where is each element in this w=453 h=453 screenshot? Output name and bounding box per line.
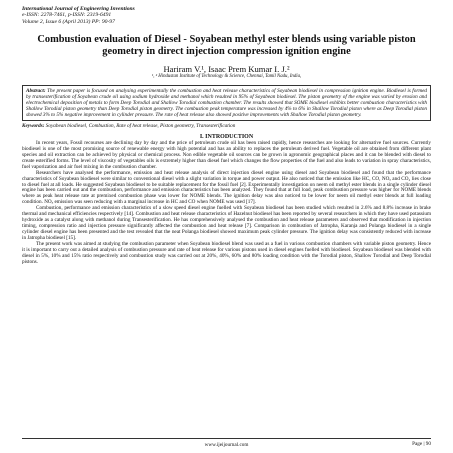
keywords-line (22, 123, 431, 129)
journal-header (22, 6, 431, 25)
abstract-box (22, 85, 431, 121)
paragraph: Combustion, performance and emission characteristics of a slow speed diesel engine fuelled with Soyabean biodiesel has been studied which resulted in 2.6% and 8.8% increase in brake thermal and mechanical efficiencies respectively [14]. Combustion and heat release characteristics of Hazelnut biodiesel has been reported by several researchers in which they have used potassium hydroxide as a catalyst along with methanol during Transesterification. He has comprehensively analysed the combustion and heat release parameters and observed that modification in injection timing, compression ratio and injection pressure significantly affected the combustion and heat release [7]. Comparison in combustion of Jatropha, Karanja and Polanga biodiesel in a single cylinder diesel engine has been presented and the test revealed that the neat Polanga biodiesel showed maximum peak cylinder pressure. The ignition delay was consistently reduced with increase in Jatropha biodiesel [15]. (22, 205, 431, 242)
footer-page-number: Page | 90 (412, 441, 431, 447)
footer-rule (22, 438, 431, 439)
keywords-text: Soyabean biodiesel, Combustion, Rate of heat release, Piston geometry, Transesterification (45, 122, 236, 129)
section-heading-introduction: I. INTRODUCTION (199, 133, 254, 140)
body-text (22, 141, 431, 266)
paper-title: Combustion evaluation of Diesel - Soyabean methyl ester blends using variable piston geometry in direct injection compression ignition engine (37, 34, 416, 58)
paragraph: Researchers have analysed the performance, emission and heat release analysis of direct injection diesel engine using diesel and Soyabean biodiesel and found that the performance characteristics of Soyabean biodiesel were similar to conventional diesel with a slight variation in torque and power output. He also noticed that the emission like HC, CO, NOₓ and CO₂ lies close to diesel fuel at all loads. He suggested Soyabean biodiesel to be suitable replacement for the fossil fuel [2]. Experimentally investigation on neem oil methyl ester blends in a single cylinder diesel engine has been carried out and the combustion, performance and emission characteristics has been analyzed. They found that at full load, peak combustion pressure was higher for NOME blends where as peak heat release rate at premixed combustion phase was lower for NOME blends. The ignition delay was also noticed to be lower for neem oil methyl ester blends at full loading condition. NOₓ emission was seen reducing with a marginal increase in HC and CO when NOME was used [17]. (22, 169, 431, 206)
journal-volume: Volume 2, Issue 6 (April 2013) PP: 90-97 (22, 18, 115, 25)
journal-issn: e-ISSN: 2278-7461, p-ISSN: 2319-6491 (22, 12, 112, 19)
page-footer (22, 438, 431, 447)
paragraph: In recent years, Fossil recourses are declining day by day and the price of petroleum crude oil has been raised rapidly, hence researches are looking for alternative fuel sources. Currently biodiesel is one of the most promising source of renewable energy with high potential and has an ability to replaces the petroleum derived fuel. Vegetable oil are obtained from different plant species and oil extraction can be achieved by physical or chemical process. Non edible vegetable oil sources can be grown in agronomic geographical places and it can be blended with diesel to create esterified forms. The level of viscosity of vegetables oils is extremely higher than diesel fuel which changes the flow properties of the fuel and also leads to variation in spray characteristics, fuel vaporization and air fuel mixing in the combustion chamber. (22, 139, 431, 170)
footer-website: www.ijeijournal.com (204, 442, 249, 448)
paper-affiliation: ¹, ² Hindustan Institute of Technology & Science, Chennai, Tamil Nadu, India, (151, 73, 302, 79)
abstract-label: Abstract: (26, 87, 46, 94)
keywords-label: Keywords: (22, 122, 45, 129)
journal-name: International Journal of Engineering Inventions (22, 6, 135, 12)
abstract-text: The present paper is focused on analysing experimentally the combustion and heat release characteristics of Soyabean biodiesel in compression ignition engine. Biodiesel is formed by transesterification of Soyabean crude oil using sodium hydroxide and methanol which resulted in 95% of Soyabean biodiesel. The piston geometry of the engine was varied by erosion and electrochemical deposition of metals to form Deep Torodial and Shallow Torodial combustion chamber. The results showed that SOME biodiesel exhibits better combustion characteristics with Shallow Torodial piston geometry than Deep Torodial piston geometry. The combustion peak temperature was increased by 4% to 6% in Shallow Torodial piston where as Deep Torodial piston showed 3% to 5% negative improvement in cylinder pressure. The rate of heat release also showed positive improvements with Shallow Torodial piston geometry. (26, 87, 427, 118)
paper-authors: Hariram V.¹, Isaac Prem Kumar I. J.² (163, 63, 290, 74)
paragraph: The present work was aimed at studying the combustion parameter when Soyabean biodiesel blend was used as a fuel in various combustion chambers with variable piston geometry. Hence it is important to carry out a detailed analysis of combustion pressure and rate of heat release for various pistons used in diesel engines fuelled with biodiesel. Soyabean biodiesel was blended with diesel in 5%, 10% and 15% ratio respectively and combustion study was carried out at 20%, 40%, 60% and 80% loading condition with the Torodial piston, Shallow Torodial and Deep Torodial pistons. (22, 241, 431, 265)
